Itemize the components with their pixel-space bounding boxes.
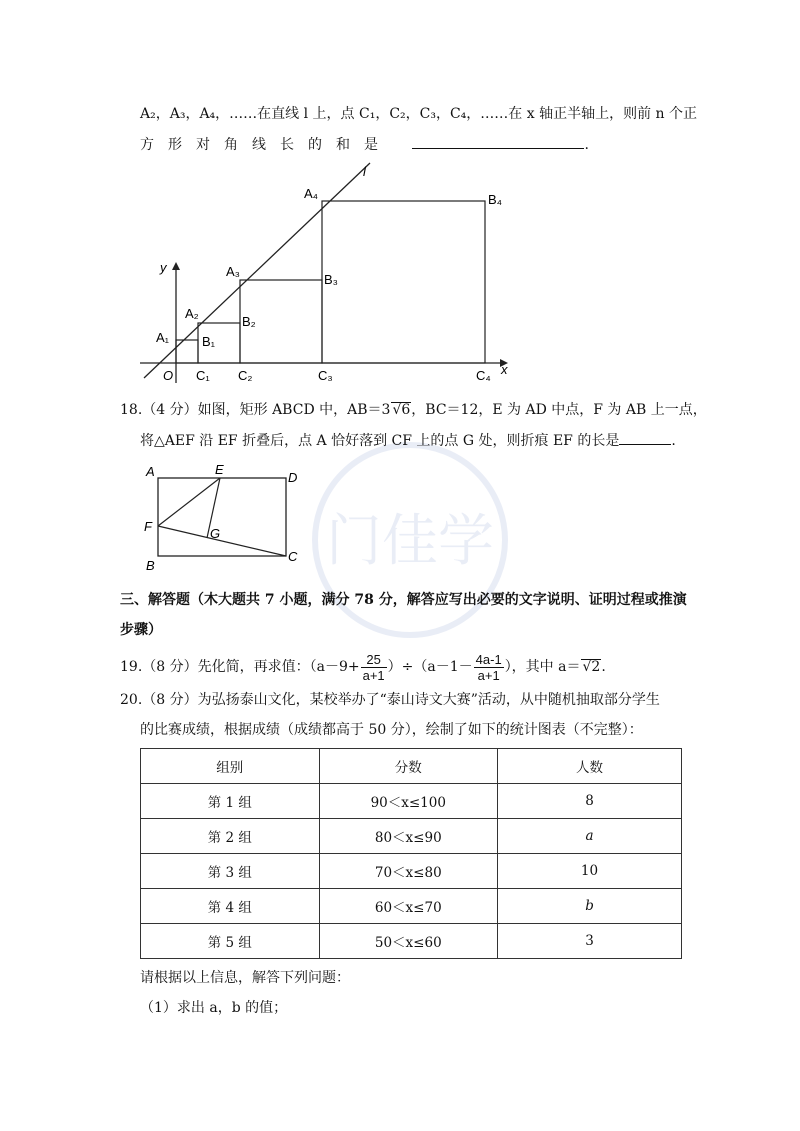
square-1 <box>176 340 198 363</box>
q18-answer-blank[interactable] <box>619 430 671 445</box>
label-origin: O <box>163 368 174 383</box>
table-cell: a <box>498 819 682 854</box>
table-cell: 70＜x≤80 <box>319 854 498 889</box>
table-cell: 8 <box>498 784 682 819</box>
q19-frac1-num: 25 <box>361 652 387 668</box>
q17-line2-end: . <box>584 137 589 153</box>
label-A: A <box>146 464 155 479</box>
line-l <box>144 163 370 378</box>
label-G: G <box>210 526 221 541</box>
label-B1: B₁ <box>202 334 216 349</box>
table-cell: 90＜x≤100 <box>319 784 498 819</box>
label-x: x <box>501 362 508 377</box>
y-axis-arrow <box>172 262 180 270</box>
table-cell: b <box>498 889 682 924</box>
label-C1: C₁ <box>196 368 210 383</box>
watermark-text: 门佳学 <box>326 509 494 572</box>
label-E: E <box>215 462 224 477</box>
q18-line2-end: . <box>671 433 676 449</box>
q19-sqrt-value: 2 <box>591 659 601 675</box>
table-cell: 第 1 组 <box>141 784 320 819</box>
watermark-logo <box>280 440 540 640</box>
q18-sqrt: √6 <box>392 402 411 418</box>
figure-18 <box>140 458 310 578</box>
q20-after1: 请根据以上信息，解答下列问题： <box>140 970 350 986</box>
figure-17 <box>130 158 520 388</box>
q18-line1 <box>120 400 707 420</box>
table-cell: 50＜x≤60 <box>319 924 498 959</box>
label-B2: B₂ <box>242 314 256 329</box>
label-B4: B₄ <box>488 192 502 207</box>
table-header-cell: 组别 <box>141 749 320 784</box>
q17-line2-text: 方 形 对 角 线 长 的 和 是 <box>140 137 378 153</box>
section-3-heading: 三、解答题（木大题共 7 小题，满分 78 分，解答应写出必要的文字说明、证明过程或推演 <box>120 592 687 608</box>
label-D: D <box>288 470 298 485</box>
q19-pre: 19.（8 分）先化简，再求值：（a－9+ <box>120 659 360 675</box>
label-l: l <box>363 164 366 179</box>
label-C3: C₃ <box>318 368 333 383</box>
q18-line1-post: ，BC＝12，E 为 AD 中点，F 为 AB 上一点， <box>411 402 707 418</box>
label-A4: A₄ <box>304 186 318 201</box>
q18-line1-pre: 18.（4 分）如图，矩形 ABCD 中，AB＝3 <box>120 402 391 418</box>
table-header-row <box>141 749 682 784</box>
q19-frac2 <box>474 652 504 683</box>
table-cell: 第 4 组 <box>141 889 320 924</box>
label-A3: A₃ <box>226 264 240 279</box>
q19-sqrt: √2 <box>582 659 601 675</box>
table-row <box>141 854 682 889</box>
table-header-cell: 分数 <box>319 749 498 784</box>
q18-sqrt-value: 6 <box>401 402 411 418</box>
q19-mid: ）÷（a－1－ <box>387 659 473 675</box>
q19-line <box>120 650 606 684</box>
label-B: B <box>146 558 155 573</box>
q17-line1: A₂，A₃，A₄，……在直线 l 上，点 C₁，C₂，C₃，C₄，……在 x 轴正半轴上，则前 n 个正 <box>140 106 698 122</box>
label-C4: C₄ <box>476 368 491 383</box>
q19-frac2-num: 4a-1 <box>475 651 502 667</box>
label-y: y <box>160 260 167 275</box>
score-table <box>140 748 682 959</box>
q18-line2-text: 将△AEF 沿 EF 折叠后，点 A 恰好落到 CF 上的点 G 处，则折痕 EF 的长是 <box>140 433 620 449</box>
rect-ABCD <box>158 478 286 556</box>
label-B3: B₃ <box>324 272 338 287</box>
q20-after2: （1）求出 a，b 的值； <box>140 1000 288 1016</box>
label-F: F <box>144 519 152 534</box>
q17-answer-blank[interactable] <box>412 134 584 149</box>
table-cell: 10 <box>498 854 682 889</box>
q20-line1: 20.（8 分）为弘扬泰山文化，某校举办了“泰山诗文大赛”活动，从中随机抽取部分学生 <box>120 692 660 708</box>
table-row <box>141 784 682 819</box>
q19-frac2-den: a+1 <box>477 667 500 683</box>
table-cell: 第 2 组 <box>141 819 320 854</box>
table-cell: 80＜x≤90 <box>319 819 498 854</box>
q19-frac1 <box>361 652 387 683</box>
table-header-cell: 人数 <box>498 749 682 784</box>
q20-line2: 的比赛成绩，根据成绩（成绩都高于 50 分），绘制了如下的统计图表（不完整）： <box>140 722 643 738</box>
segment-FC <box>158 526 286 556</box>
table-cell: 60＜x≤70 <box>319 889 498 924</box>
table-row <box>141 819 682 854</box>
label-C: C <box>288 549 298 564</box>
q17-line2 <box>140 134 589 155</box>
q18-line2 <box>140 430 676 451</box>
square-4 <box>322 201 485 363</box>
q19-post: ），其中 a＝ <box>504 659 581 675</box>
label-C2: C₂ <box>238 368 253 383</box>
section-3-heading-cont: 步骤） <box>120 622 162 638</box>
table-cell: 第 3 组 <box>141 854 320 889</box>
label-A1: A₁ <box>156 330 170 345</box>
table-cell: 第 5 组 <box>141 924 320 959</box>
q19-frac1-den: a+1 <box>362 667 385 683</box>
table-cell: 3 <box>498 924 682 959</box>
table-row <box>141 889 682 924</box>
label-A2: A₂ <box>185 306 199 321</box>
table-row <box>141 924 682 959</box>
q19-end: . <box>601 659 606 675</box>
